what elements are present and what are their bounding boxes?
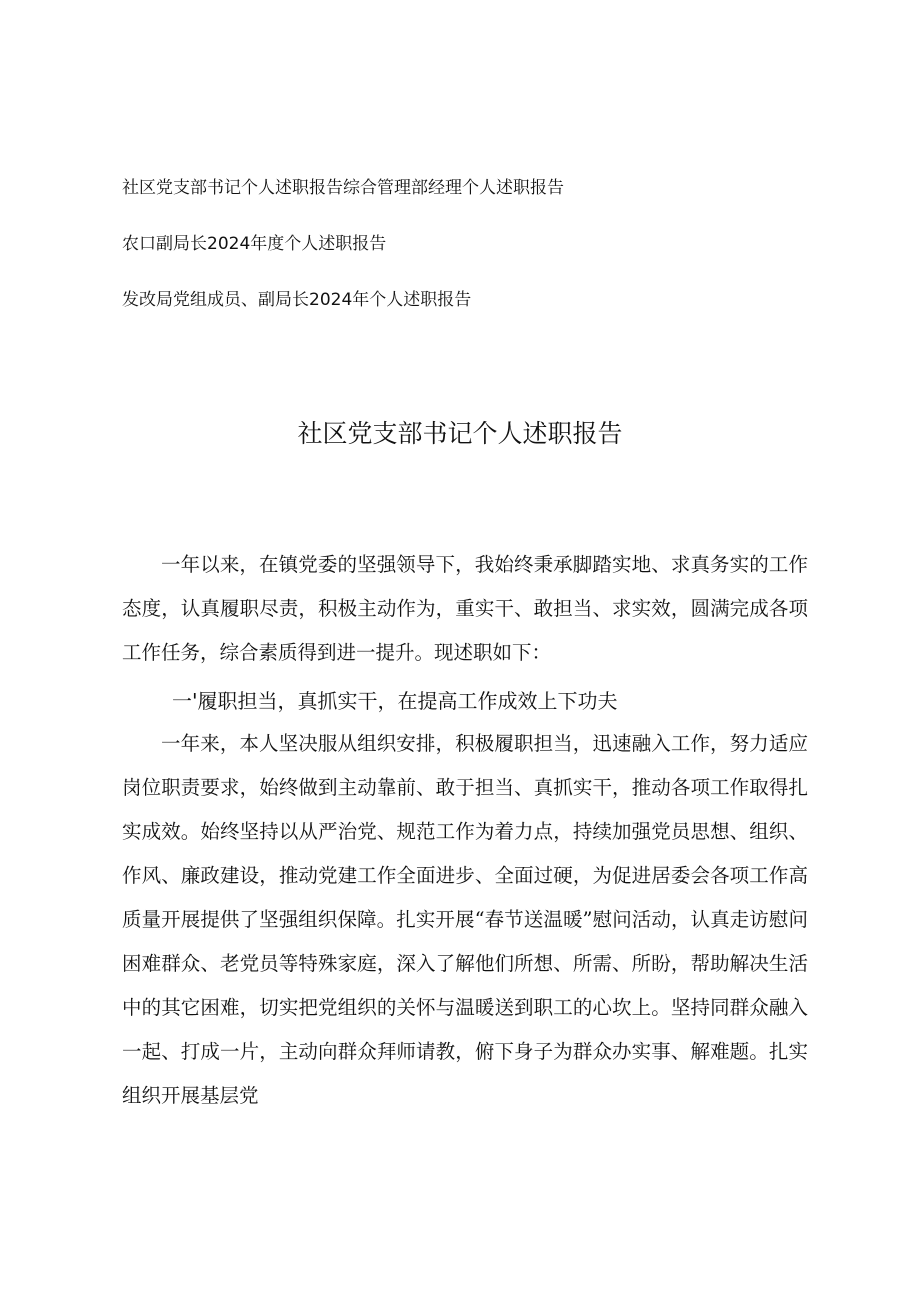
section-1-paragraph: 一年来，本人坚决服从组织安排，积极履职担当，迅速融入工作，努力适应岗位职责要求，始终做到主动靠前、敢于担当、真抓实干，推动各项工作取得扎实成效。始终坚持以从严治党、规范工作为着力点，持续加强党员思想、组织、作风、廉政建设，推动党建工作全面进步、全面过硬，为促进居委会各项工作高质量开展提供了坚强组织保障。扎实开展“春节送温暖”慰问活动，认真走访慰问困难群众、老党员等特殊家庭，深入了解他们所想、所需、所盼，帮助解决生活中的其它困难，切实把党组织的关怀与温暖送到职工的心坎上。坚持同群众融入一起、打成一片，主动向群众拜师请教，俯下身子为群众办实事、解难题。扎实组织开展基层党 — [122, 732, 808, 1107]
table-of-contents — [122, 176, 822, 312]
toc-item-2[interactable]: 农口副局长2024年度个人述职报告 — [122, 234, 387, 254]
toc-item-3[interactable]: 发改局党组成员、副局长2024年个人述职报告 — [122, 290, 472, 310]
toc-item-1[interactable]: 社区党支部书记个人述职报告综合管理部经理个人述职报告 — [122, 178, 564, 198]
document-title: 社区党支部书记个人述职报告 — [297, 419, 623, 448]
intro-paragraph: 一年以来，在镇党委的坚强领导下，我始终秉承脚踏实地、求真务实的工作态度，认真履职尽责，积极主动作为，重实干、敢担当、求实效，圆满完成各项工作任务，综合素质得到进一提升。现述职如下： — [122, 553, 808, 664]
section-heading-1: 一'履职担当，真抓实干，在提高工作成效上下功夫 — [172, 689, 618, 713]
